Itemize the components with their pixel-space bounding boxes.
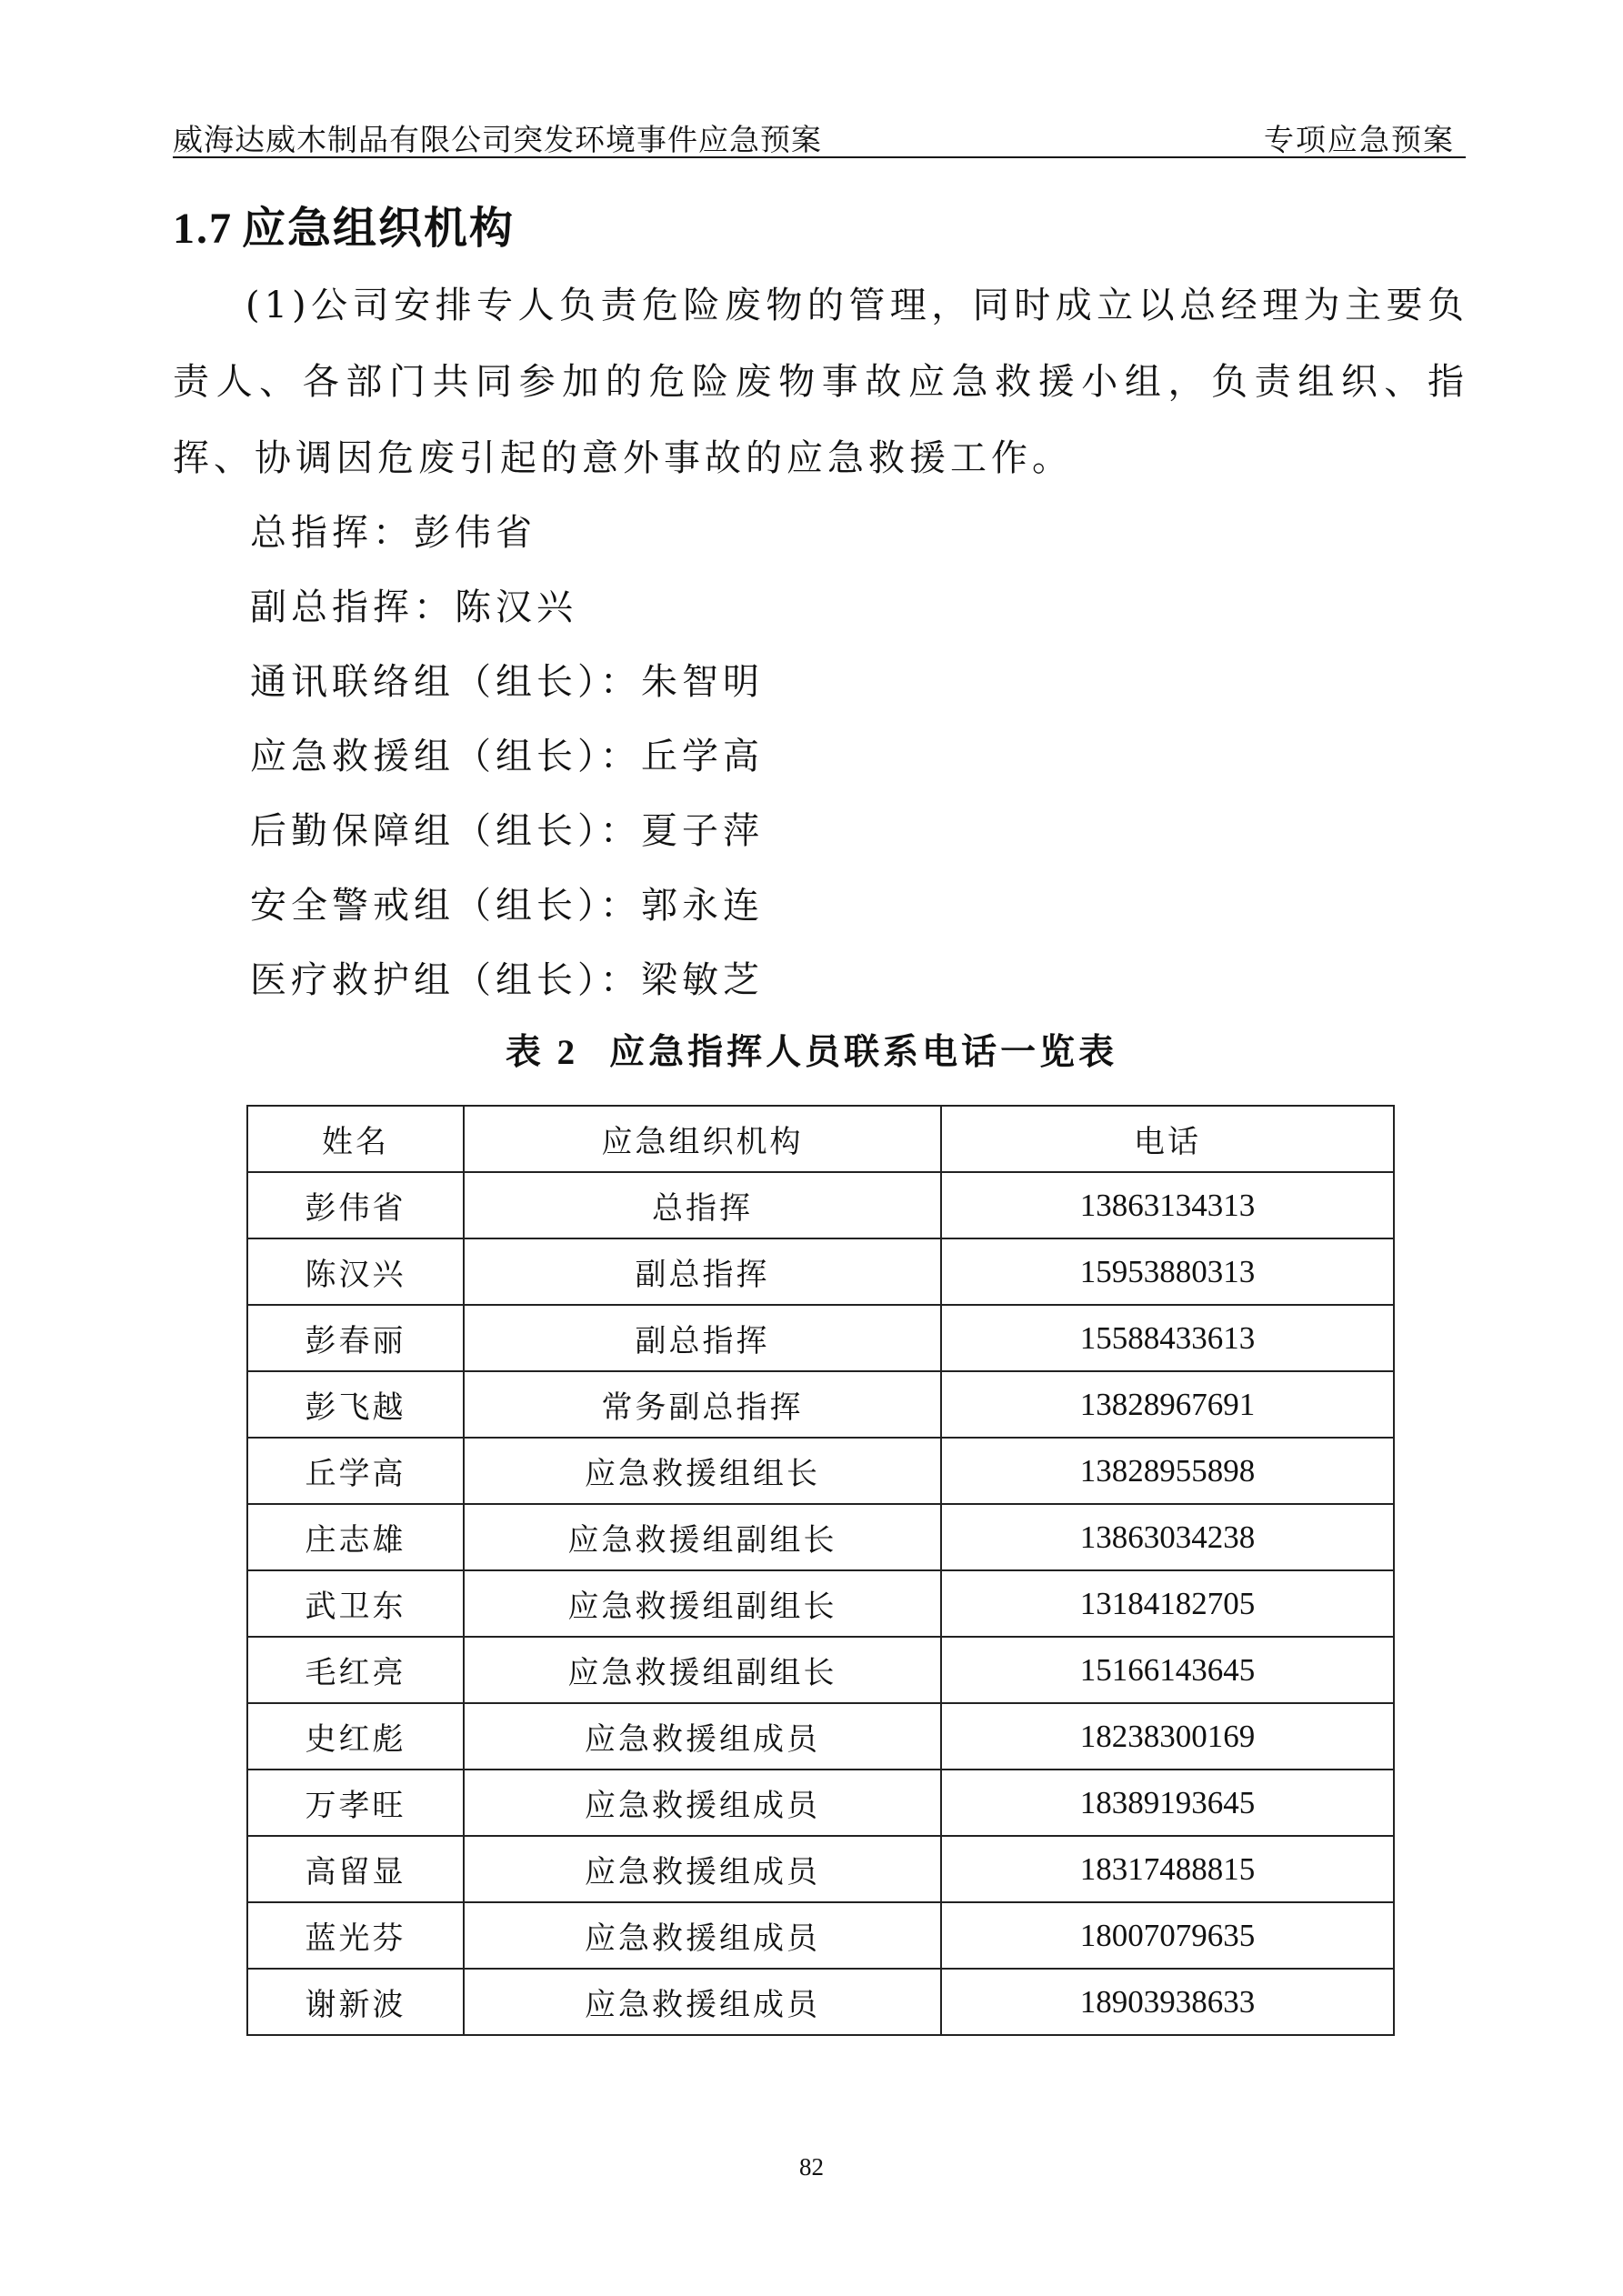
cell-name: 蓝光芬 [247,1902,464,1969]
table-header-row [247,1106,1394,1172]
section-title: 应急组织机构 [242,203,516,254]
table-row [247,1438,1394,1504]
role-line-logistics: 后勤保障组（组长）：夏子萍 [250,810,764,852]
cell-name: 武卫东 [247,1570,464,1637]
table-row [247,1238,1394,1305]
role-line-deputy-commander: 副总指挥：陈汉兴 [250,587,577,628]
page-header [173,109,1466,158]
cell-phone: 13828967691 [941,1371,1394,1438]
role-line-commander: 总指挥：彭伟省 [250,512,536,554]
page-number: 82 [799,2153,824,2181]
cell-name: 彭伟省 [247,1172,464,1238]
cell-phone: 13863134313 [941,1172,1394,1238]
table-caption [0,1024,1623,1075]
table-row [247,1371,1394,1438]
table-row [247,1902,1394,1969]
role-line-communication: 通讯联络组（组长）：朱智明 [250,661,764,703]
table-row [247,1770,1394,1836]
cell-phone: 13828955898 [941,1438,1394,1504]
cell-phone: 18317488815 [941,1836,1394,1902]
cell-organization: 副总指挥 [464,1305,941,1371]
cell-name: 丘学高 [247,1438,464,1504]
header-name: 姓名 [247,1106,464,1172]
cell-organization: 应急救援组成员 [464,1770,941,1836]
role-line-security: 安全警戒组（组长）：郭永连 [250,885,764,927]
cell-phone: 18007079635 [941,1902,1394,1969]
intro-paragraph: (1)公司安排专人负责危险废物的管理，同时成立以总经理为主要负责人、各部门共同参加的危险废物事故应急救援小组，负责组织、指挥、协调因危废引起的意外事故的应急救援工作。 [173,285,1468,479]
table-row [247,1637,1394,1703]
table-caption-title: 应急指挥人员联系电话一览表 [609,1031,1118,1073]
header-document-title: 威海达威木制品有限公司突发环境事件应急预案 [173,122,822,157]
cell-name: 彭飞越 [247,1371,464,1438]
table-row [247,1172,1394,1238]
cell-organization: 应急救援组副组长 [464,1504,941,1570]
table-row [247,1305,1394,1371]
cell-organization: 常务副总指挥 [464,1371,941,1438]
cell-organization: 副总指挥 [464,1238,941,1305]
contact-table [246,1105,1395,2036]
cell-name: 陈汉兴 [247,1238,464,1305]
cell-organization: 应急救援组成员 [464,1902,941,1969]
cell-name: 庄志雄 [247,1504,464,1570]
section-heading [173,193,515,256]
cell-phone: 13863034238 [941,1504,1394,1570]
cell-phone: 18903938633 [941,1969,1394,2035]
role-list [250,496,764,1018]
cell-organization: 总指挥 [464,1172,941,1238]
cell-phone: 15953880313 [941,1238,1394,1305]
section-number: 1.7 [173,205,233,253]
header-section-label: 专项应急预案 [1264,122,1455,157]
header-organization: 应急组织机构 [464,1106,941,1172]
table-row [247,1703,1394,1770]
table-row [247,1836,1394,1902]
cell-name: 万孝旺 [247,1770,464,1836]
role-line-rescue: 应急救援组（组长）：丘学高 [250,736,764,777]
header-phone: 电话 [941,1106,1394,1172]
cell-name: 彭春丽 [247,1305,464,1371]
cell-name: 谢新波 [247,1969,464,2035]
table-row [247,1969,1394,2035]
table-row [247,1570,1394,1637]
cell-organization: 应急救援组副组长 [464,1570,941,1637]
cell-organization: 应急救援组成员 [464,1703,941,1770]
role-line-medical: 医疗救护组（组长）：梁敏芝 [250,959,764,1001]
cell-phone: 18238300169 [941,1703,1394,1770]
cell-name: 高留显 [247,1836,464,1902]
cell-name: 毛红亮 [247,1637,464,1703]
cell-organization: 应急救援组成员 [464,1836,941,1902]
table-caption-number: 表 2 [505,1033,579,1072]
cell-phone: 15588433613 [941,1305,1394,1371]
cell-organization: 应急救援组副组长 [464,1637,941,1703]
cell-phone: 15166143645 [941,1637,1394,1703]
cell-name: 史红彪 [247,1703,464,1770]
cell-phone: 13184182705 [941,1570,1394,1637]
cell-phone: 18389193645 [941,1770,1394,1836]
cell-organization: 应急救援组组长 [464,1438,941,1504]
table-row [247,1504,1394,1570]
cell-organization: 应急救援组成员 [464,1969,941,2035]
